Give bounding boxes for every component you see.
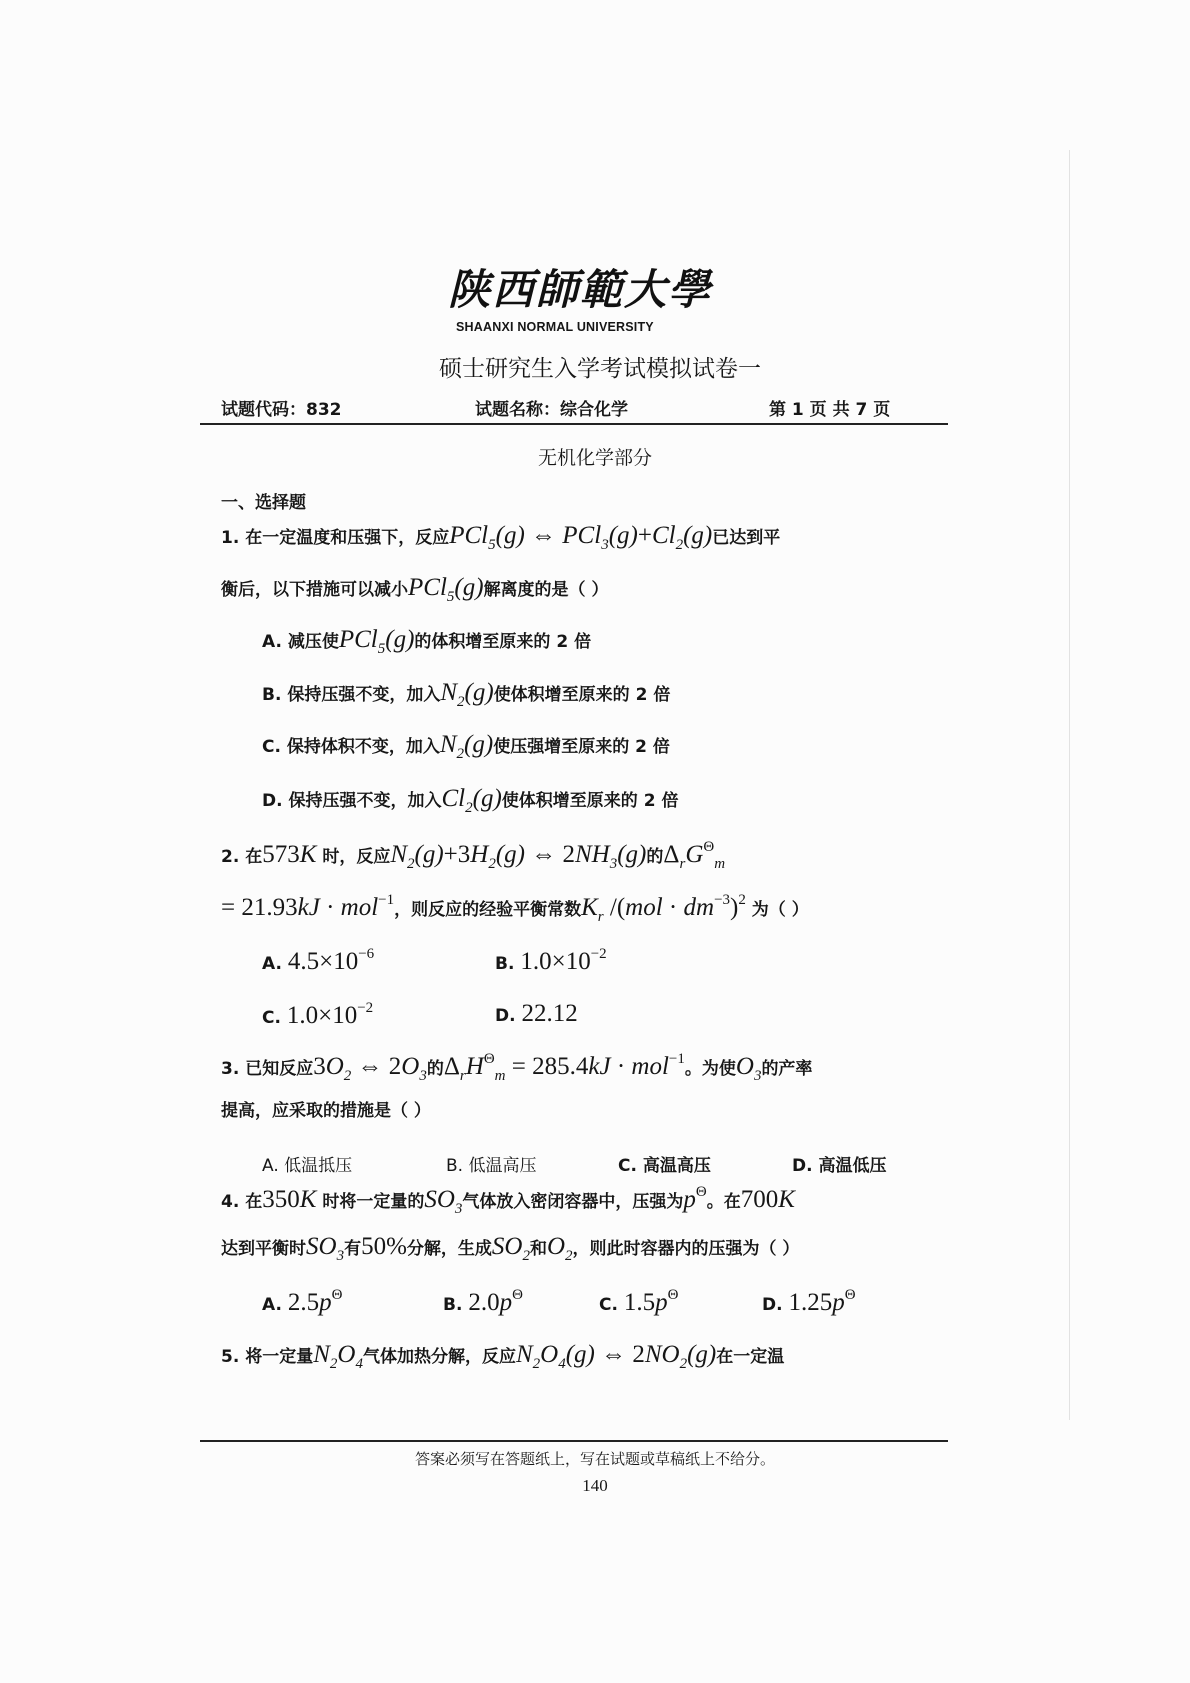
formula-segment: r: [597, 909, 604, 925]
formula-segment: G: [685, 841, 704, 868]
question-line: [221, 1096, 431, 1128]
university-logo: 陕西師範大學: [448, 265, 713, 314]
text-segment: 已达到平: [712, 528, 781, 548]
text-segment: 使体积增至原来的 2 倍: [493, 685, 671, 705]
formula-segment: 1.0×10: [286, 1002, 358, 1029]
question-line: [262, 786, 678, 818]
text-segment: ，则此时容器内的压强为（ ）: [572, 1239, 800, 1259]
text-segment: 为（ ）: [745, 900, 809, 920]
formula-segment: ⇔: [531, 522, 563, 549]
formula-segment: 2: [465, 800, 473, 816]
formula-segment: 5: [488, 537, 496, 553]
formula-segment: 2: [565, 1248, 573, 1264]
formula-segment: 2: [407, 856, 415, 872]
formula-segment: 2: [522, 1248, 530, 1264]
formula-segment: (g): [495, 522, 532, 549]
text-segment: 和: [529, 1239, 547, 1259]
text-segment: 使体积增至原来的 2 倍: [501, 791, 679, 811]
text-segment: 有: [344, 1239, 362, 1259]
formula-segment: 22.12: [521, 1000, 578, 1027]
text-segment: 1. 在一定温度和压强下，反应: [221, 528, 450, 548]
formula-segment: −1: [668, 1051, 685, 1067]
text-segment: 的: [646, 847, 664, 867]
formula-segment: N: [439, 731, 457, 758]
formula-segment: SO: [424, 1186, 455, 1213]
formula-segment: Θ: [331, 1287, 343, 1303]
formula-segment: 2: [679, 1356, 688, 1372]
formula-segment: 3: [753, 1068, 762, 1084]
question-line: [262, 680, 670, 712]
formula-segment: 4.5×10: [287, 948, 359, 975]
formula-segment: p: [832, 1289, 845, 1316]
formula-segment: Δ: [663, 841, 680, 868]
text-segment: B.: [495, 954, 521, 974]
question-line: [221, 840, 725, 872]
q3-option-c: C. 高温高压: [618, 1156, 711, 1176]
formula-segment: (g): [565, 1341, 602, 1368]
formula-segment: 2: [457, 694, 465, 710]
text-segment: B.: [443, 1295, 469, 1315]
question-line: [221, 1234, 799, 1266]
page-count: 第 1 页 共 7 页: [769, 400, 891, 420]
text-segment: 时，反应: [316, 847, 391, 867]
q3-option-a: A. 低温抵压: [262, 1156, 353, 1176]
formula-segment: (g): [495, 841, 532, 868]
formula-segment: (g): [464, 731, 494, 758]
formula-segment: 2.0: [468, 1289, 500, 1316]
question-line: [221, 523, 780, 555]
text-segment: C.: [599, 1295, 624, 1315]
formula-segment: K: [299, 1186, 317, 1213]
formula-segment: 3: [454, 1201, 463, 1217]
formula-segment: 1.5: [623, 1289, 656, 1316]
formula-segment: (g): [617, 841, 647, 868]
formula-segment: 4: [355, 1356, 363, 1372]
text-segment: 的体积增至原来的 2 倍: [414, 632, 592, 652]
text-segment: D.: [762, 1295, 789, 1315]
question-line: [762, 1288, 856, 1320]
text-segment: ，则反应的经验平衡常数: [394, 900, 582, 920]
formula-segment: −2: [357, 1000, 374, 1016]
formula-segment: 2: [532, 1356, 541, 1372]
formula-segment: N: [390, 841, 408, 868]
formula-segment: O: [337, 1341, 356, 1368]
formula-segment: 4: [558, 1356, 566, 1372]
formula-segment: 700: [740, 1186, 779, 1213]
formula-segment: (g): [683, 522, 713, 549]
formula-segment: Θ: [844, 1287, 856, 1303]
text-segment: 。在: [706, 1192, 741, 1212]
section-title: 无机化学部分: [537, 447, 652, 469]
formula-segment: Cl: [651, 522, 676, 549]
text-segment: C.: [262, 1008, 287, 1028]
formula-segment: O: [540, 1341, 559, 1368]
formula-segment: K: [581, 894, 598, 921]
text-segment: 气体加热分解，反应: [362, 1347, 516, 1367]
formula-segment: (g): [454, 574, 484, 601]
question-line: [221, 1052, 812, 1084]
question-line: [221, 893, 809, 925]
formula-segment: ⇔ 2: [351, 1053, 402, 1080]
formula-segment: 3: [313, 1053, 326, 1080]
formula-segment: 5: [377, 641, 386, 657]
text-segment: 解离度的是（ ）: [483, 580, 609, 600]
text-segment: 分解，生成: [406, 1239, 492, 1259]
text-segment: D.: [495, 1006, 522, 1026]
formula-segment: p: [655, 1289, 668, 1316]
formula-segment: 573: [262, 841, 300, 868]
page-number: 140: [582, 1476, 608, 1495]
text-segment: A.: [262, 954, 288, 974]
text-segment: 5. 将一定量: [221, 1347, 314, 1367]
formula-segment: NO: [644, 1341, 680, 1368]
text-segment: C. 保持体积不变，加入: [262, 737, 440, 757]
university-name-en: SHAANXI NORMAL UNIVERSITY: [456, 320, 654, 334]
text-segment: 在一定温: [716, 1347, 785, 1367]
text-segment: 提高，应采取的措施是（ ）: [221, 1101, 431, 1121]
formula-segment: 2: [738, 892, 746, 908]
question-line: [262, 947, 374, 979]
text-segment: 使压强增至原来的 2 倍: [493, 737, 670, 757]
formula-segment: 2: [675, 537, 684, 553]
formula-segment: Θ: [695, 1184, 707, 1200]
text-segment: 2. 在: [221, 847, 263, 867]
question-line: [262, 1001, 373, 1033]
formula-segment: −1: [378, 892, 395, 908]
formula-segment: PCl: [449, 522, 489, 549]
footer-rule: [200, 1440, 948, 1442]
part-heading: 一、选择题: [221, 493, 306, 513]
question-line: [221, 1342, 784, 1374]
formula-segment: N: [313, 1341, 330, 1368]
formula-segment: (g): [472, 785, 502, 812]
formula-segment: +3: [443, 841, 471, 868]
q3-option-d: D. 高温低压: [792, 1156, 887, 1176]
formula-segment: ⇔ 2: [601, 1341, 645, 1368]
formula-segment: −3: [714, 892, 731, 908]
text-segment: D. 保持压强不变，加入: [262, 791, 442, 811]
formula-segment: Θ: [512, 1287, 523, 1303]
formula-segment: 3: [609, 856, 618, 872]
formula-segment: 50%: [361, 1233, 407, 1260]
formula-segment: NH: [575, 841, 610, 868]
text-segment: 的: [426, 1059, 444, 1079]
formula-segment: H: [470, 841, 489, 868]
formula-segment: −2: [590, 946, 607, 962]
formula-segment: r: [459, 1068, 466, 1084]
formula-segment: p: [319, 1289, 332, 1316]
text-segment: 。为使: [684, 1059, 736, 1079]
formula-segment: 1.0×10: [520, 948, 591, 975]
formula-segment: N: [440, 679, 458, 706]
formula-segment: ·: [319, 894, 341, 921]
formula-segment: = 285.4: [505, 1053, 589, 1080]
question-line: [221, 575, 608, 607]
formula-segment: m: [494, 1068, 506, 1084]
text-segment: 气体放入密闭容器中，压强为: [462, 1192, 684, 1212]
formula-segment: = 21.93: [221, 894, 298, 921]
formula-segment: (g): [608, 522, 638, 549]
formula-segment: O: [735, 1053, 754, 1080]
formula-segment: r: [679, 856, 686, 872]
formula-segment: 3: [601, 537, 609, 553]
exam-title: 硕士研究生入学考试模拟试卷一: [439, 356, 761, 382]
text-segment: 达到平衡时: [221, 1239, 306, 1259]
formula-segment: mol: [631, 1053, 669, 1080]
formula-segment: ·: [610, 1053, 632, 1080]
text-segment: 时将一定量的: [316, 1192, 425, 1212]
formula-segment: (g): [414, 841, 444, 868]
formula-segment: H: [465, 1053, 484, 1080]
formula-segment: kJ: [297, 894, 320, 921]
formula-segment: /(: [603, 894, 626, 921]
formula-segment: 5: [446, 589, 455, 605]
formula-segment: O: [401, 1053, 420, 1080]
formula-segment: ): [730, 894, 739, 921]
text-segment: 4. 在: [221, 1192, 263, 1212]
formula-segment: +: [637, 522, 652, 549]
formula-segment: 1.25: [788, 1289, 833, 1316]
formula-segment: 2: [343, 1068, 352, 1084]
formula-segment: mol: [340, 894, 379, 921]
formula-segment: p: [683, 1186, 696, 1213]
formula-segment: (g): [687, 1341, 717, 1368]
question-line: [262, 732, 670, 764]
formula-segment: 2.5: [287, 1289, 320, 1316]
text-segment: 衡后，以下措施可以减小: [221, 580, 408, 600]
formula-segment: 2: [329, 1356, 338, 1372]
formula-segment: O: [325, 1053, 344, 1080]
formula-segment: −6: [358, 946, 375, 962]
formula-segment: m: [714, 856, 726, 872]
text-segment: A. 减压使: [262, 632, 339, 652]
formula-segment: Θ: [703, 839, 715, 855]
text-segment: B. 保持压强不变，加入: [262, 685, 441, 705]
formula-segment: Θ: [483, 1051, 495, 1067]
formula-segment: K: [778, 1186, 795, 1213]
text-segment: 的产率: [761, 1059, 813, 1079]
question-line: [262, 627, 591, 659]
question-line: [495, 947, 607, 979]
formula-segment: mol: [625, 894, 663, 921]
formula-segment: (g): [464, 679, 494, 706]
formula-segment: p: [499, 1289, 513, 1316]
question-line: [599, 1288, 678, 1320]
formula-segment: SO: [306, 1233, 337, 1260]
question-line: [443, 1288, 523, 1320]
formula-segment: N: [515, 1341, 533, 1368]
formula-segment: dm: [683, 894, 715, 921]
formula-segment: 3: [336, 1248, 345, 1264]
formula-segment: (g): [385, 626, 415, 653]
formula-segment: O: [546, 1233, 566, 1260]
formula-segment: SO: [491, 1233, 523, 1260]
formula-segment: 350: [262, 1186, 300, 1213]
text-segment: 3. 已知反应: [221, 1059, 314, 1079]
formula-segment: Δ: [443, 1053, 460, 1080]
formula-segment: 3: [419, 1068, 427, 1084]
formula-segment: PCl: [408, 574, 447, 601]
header-rule: [200, 423, 948, 425]
formula-segment: K: [299, 841, 317, 868]
formula-segment: ·: [662, 894, 684, 921]
formula-segment: Cl: [441, 785, 466, 812]
q3-option-b: B. 低温高压: [446, 1156, 537, 1176]
exam-code: 试题代码：832: [221, 400, 342, 420]
question-line: [495, 1001, 578, 1033]
formula-segment: 2: [456, 746, 465, 762]
text-segment: A.: [262, 1295, 288, 1315]
formula-segment: kJ: [588, 1053, 611, 1080]
exam-subject: 试题名称：综合化学: [475, 400, 628, 420]
question-line: [221, 1185, 795, 1217]
formula-segment: PCl: [338, 626, 378, 653]
scan-edge-line: [1069, 150, 1070, 1420]
question-line: [262, 1288, 342, 1320]
formula-segment: 2: [488, 856, 496, 872]
formula-segment: PCl: [562, 522, 602, 549]
formula-segment: Θ: [667, 1287, 679, 1303]
footer-note: 答案必须写在答题纸上，写在试题或草稿纸上不给分。: [414, 1450, 775, 1468]
formula-segment: ⇔ 2: [531, 841, 575, 868]
